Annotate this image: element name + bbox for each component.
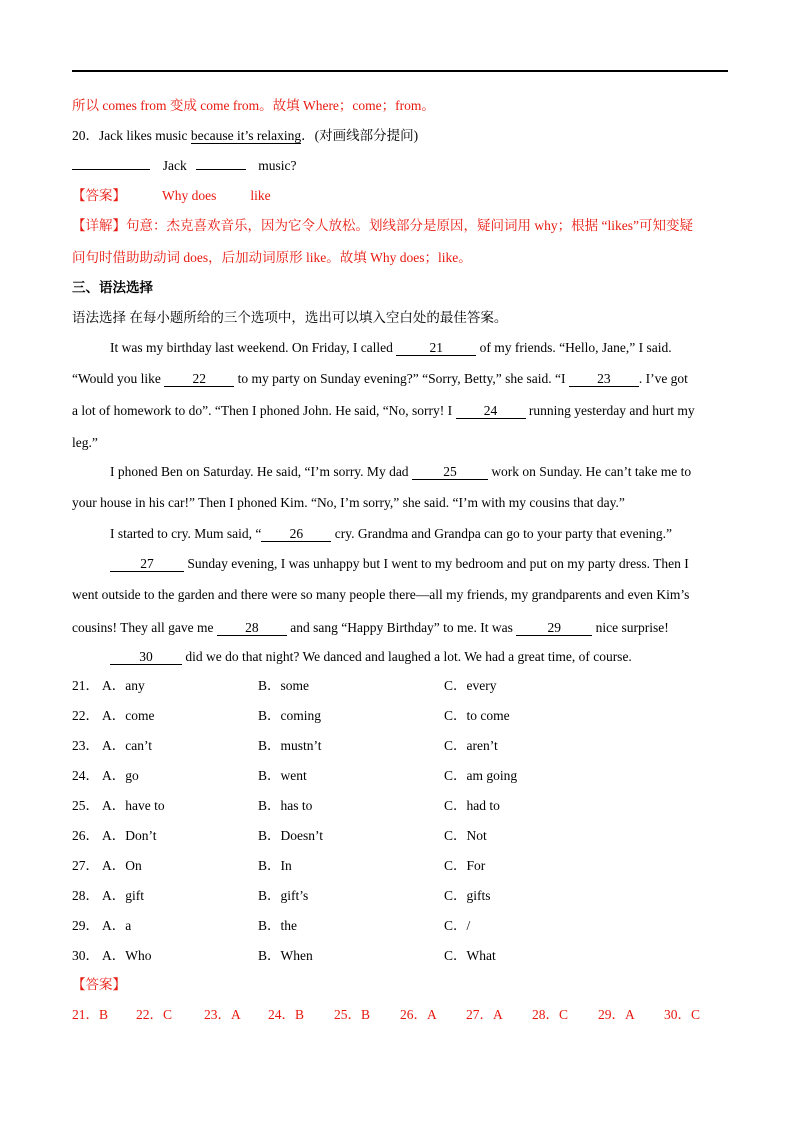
passage-line: 30 did we do that night? We danced and laughed a lot. We had a great time, of course. [110,648,632,666]
option-number: 26． [72,828,99,843]
question-20 [72,127,418,145]
option-b: B．In [258,858,292,873]
option-a: A．can’t [102,738,152,753]
fill-blank-2 [196,169,246,170]
passage-line: a lot of homework to do”. “Then I phoned John. He said, “No, sorry! I 24 running yesterday and hurt my [72,403,695,418]
answer-item: 21．B [72,1007,109,1022]
option-c: C．had to [444,798,500,813]
answer-item: 28．C [532,1007,569,1022]
option-number: 25． [72,798,99,813]
question-number: 20． [72,128,99,143]
question-20-detail-line-2: 问句时借助助动词 does，后加动词原形 like。故填 Why does；like。 [72,250,472,265]
answer-item: 30．C [664,1007,701,1022]
option-b: B．When [258,948,313,963]
passage-line: leg.” [72,435,98,450]
prev-explanation-end: 所以 comes from 变成 come from。故填 Where；come；from。 [72,98,435,113]
question-text: Jack likes music [99,128,191,143]
option-b: B．mustn’t [258,738,322,753]
option-number: 29． [72,918,99,933]
option-b: B．coming [258,708,321,723]
passage-blank-25: 25 [412,465,488,480]
option-b: B．Doesn’t [258,828,324,843]
passage-line: 27 Sunday evening, I was unhappy but I went to my bedroom and put on my party dress. Then I [110,555,689,573]
passage-line: I phoned Ben on Saturday. He said, “I’m sorry. My dad 25 work on Sunday. He can’t take me to [110,464,692,479]
answer-item: 27．A [466,1007,503,1022]
answer-label: 【答案】 [72,188,126,203]
option-b: B．gift’s [258,888,309,903]
fill-blank-1 [72,169,150,170]
passage-blank-22: 22 [164,372,234,387]
detail-label: 【详解】 [72,218,126,233]
answer-item: 26．A [400,1007,437,1022]
passage-line: went outside to the garden and there were so many people there—all my friends, my grandparents and even Kim’s [72,587,690,602]
answer-item: 29．A [598,1007,635,1022]
question-20-answer [72,187,271,205]
option-number: 28． [72,888,99,903]
option-a: A．Who [102,948,152,963]
passage-blank-21: 21 [396,341,476,356]
answer-item: 22．C [136,1007,173,1022]
passage-line: cousins! They all gave me 28 and sang “Happy Birthday” to me. It was 29 nice surprise! [72,620,669,635]
answer-item: 24．B [268,1007,305,1022]
passage-blank-26: 26 [261,527,331,542]
option-a: A．On [102,858,142,873]
option-c: C．What [444,948,496,963]
option-c: C．every [444,678,497,693]
section-heading: 三、语法选择 [72,280,153,295]
option-c: C．For [444,858,486,873]
header-rule [72,70,728,72]
passage-line: I started to cry. Mum said, “ 26 cry. Grandma and Grandpa can go to your party that evening.” [110,526,672,541]
option-number: 27． [72,858,99,873]
option-b: B．some [258,678,310,693]
option-a: A．a [102,918,132,933]
passage-blank-30: 30 [110,650,182,665]
passage-blank-29: 29 [516,621,592,636]
question-instruction: ．(对画线部分提问) [301,128,419,143]
option-a: A．gift [102,888,144,903]
passage-line: “Would you like 22 to my party on Sunday evening?” “Sorry, Betty,” she said. “I 23 . I’ve got [72,371,688,386]
passage-blank-28: 28 [217,621,287,636]
option-number: 23． [72,738,99,753]
option-c: C．aren’t [444,738,498,753]
section-instruction: 语法选择 在每小题所给的三个选项中，选出可以填入空白处的最佳答案。 [72,310,508,325]
option-c: C．to come [444,708,510,723]
answers-label: 【答案】 [72,977,126,992]
answer-value-1: Why does [162,188,217,203]
option-c: C．am going [444,768,518,783]
option-a: A．have to [102,798,165,813]
option-number: 30． [72,948,99,963]
underlined-phrase: because it’s relaxing [190,128,302,143]
passage-line: your house in his car!” Then I phoned Kim. “No, I’m sorry,” she said. “I’m with my cousins that day.” [72,495,625,510]
detail-text-1: 句意：杰克喜欢音乐，因为它令人放松。划线部分是原因，疑问词用 why；根据 “likes”可知变疑 [126,218,693,233]
option-number: 22． [72,708,99,723]
passage-line: It was my birthday last weekend. On Friday, I called 21 of my friends. “Hello, Jane,” I said. [110,340,672,355]
passage-blank-23: 23 [569,372,639,387]
option-number: 21． [72,678,99,693]
option-c: C．/ [444,918,471,933]
answer-value-2: like [250,188,271,203]
option-a: A．Don’t [102,828,157,843]
option-number: 24． [72,768,99,783]
fill-word-music: music? [258,158,297,173]
answer-item: 25．B [334,1007,371,1022]
passage-blank-27: 27 [110,557,184,572]
fill-word-jack: Jack [162,158,187,173]
option-a: A．come [102,708,155,723]
option-c: C．Not [444,828,487,843]
answer-item: 23．A [204,1007,241,1022]
option-a: A．any [102,678,145,693]
question-20-fill-line [72,157,297,175]
option-a: A．go [102,768,139,783]
passage-blank-24: 24 [456,404,526,419]
option-b: B．has to [258,798,313,813]
option-b: B．went [258,768,307,783]
option-c: C．gifts [444,888,491,903]
option-b: B．the [258,918,297,933]
question-20-detail-line-1 [72,217,693,235]
